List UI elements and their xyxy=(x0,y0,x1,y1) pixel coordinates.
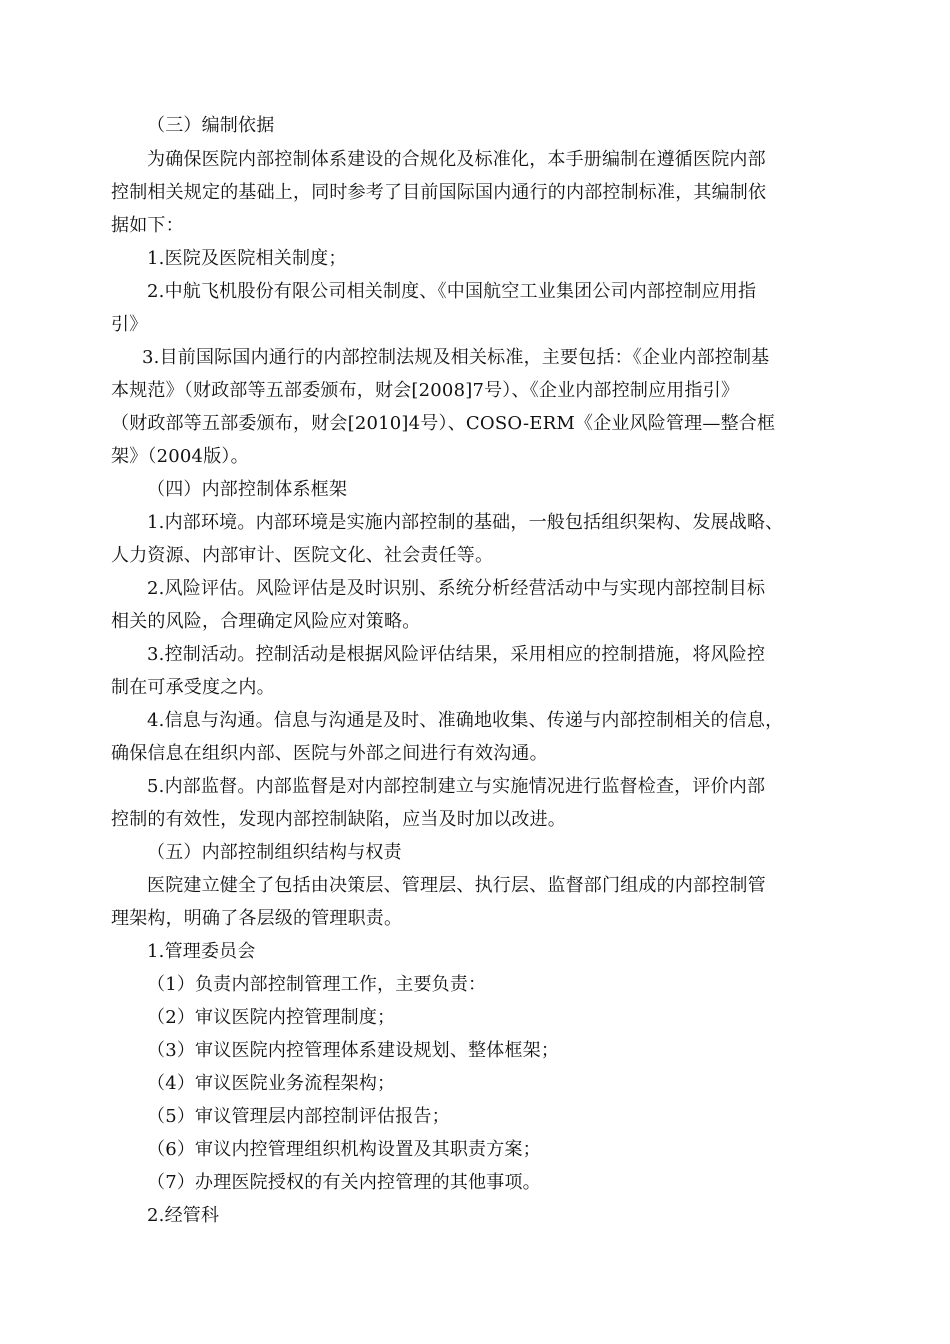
list-item-continuation: 引》 xyxy=(111,314,148,335)
section-heading-4: （四）内部控制体系框架 xyxy=(147,479,348,500)
section-heading-5: （五）内部控制组织结构与权责 xyxy=(147,842,402,863)
list-item: （5）审议管理层内部控制评估报告； xyxy=(147,1106,450,1127)
list-item-continuation: 制在可承受度之内。 xyxy=(111,677,275,698)
paragraph-line: 医院建立健全了包括由决策层、管理层、执行层、监督部门组成的内部控制管 xyxy=(147,875,766,896)
list-item: （6）审议内控管理组织机构设置及其职责方案； xyxy=(147,1139,541,1160)
list-item-continuation: 控制的有效性，发现内部控制缺陷，应当及时加以改进。 xyxy=(111,809,566,830)
list-item: 5.内部监督。内部监督是对内部控制建立与实施情况进行监督检查，评价内部 xyxy=(147,776,766,797)
section-heading-3: （三）编制依据 xyxy=(147,115,275,136)
list-item: 4.信息与沟通。信息与沟通是及时、准确地收集、传递与内部控制相关的信息， xyxy=(147,710,784,731)
list-item: （7）办理医院授权的有关内控管理的其他事项。 xyxy=(147,1172,541,1193)
paragraph-line: 理架构，明确了各层级的管理职责。 xyxy=(111,908,403,929)
paragraph-line: 为确保医院内部控制体系建设的合规化及标准化，本手册编制在遵循医院内部 xyxy=(147,149,766,170)
list-item: （4）审议医院业务流程架构； xyxy=(147,1073,396,1094)
list-item-continuation: 架》（2004版）。 xyxy=(111,446,249,467)
list-item: （1）负责内部控制管理工作，主要负责： xyxy=(147,974,487,995)
list-item-continuation: 确保信息在组织内部、医院与外部之间进行有效沟通。 xyxy=(111,743,548,764)
list-item: 2.经管科 xyxy=(147,1205,220,1226)
list-item: 3.控制活动。控制活动是根据风险评估结果，采用相应的控制措施，将风险控 xyxy=(147,644,766,665)
list-item: （2）审议医院内控管理制度； xyxy=(147,1007,396,1028)
list-item-continuation: 本规范》（财政部等五部委颁布，财会[2008]7号）、《企业内部控制应用指引》 xyxy=(111,380,740,401)
list-item-continuation: 人力资源、内部审计、医院文化、社会责任等。 xyxy=(111,545,494,566)
list-item: 2.中航飞机股份有限公司相关制度、《中国航空工业集团公司内部控制应用指 xyxy=(147,281,757,302)
paragraph-line: 据如下： xyxy=(111,215,184,236)
list-item: （3）审议医院内控管理体系建设规划、整体框架； xyxy=(147,1040,560,1061)
list-item-continuation: （财政部等五部委颁布，财会[2010]4号）、COSO-ERM《企业风险管理—整合框 xyxy=(111,413,776,434)
list-item: 1.医院及医院相关制度； xyxy=(147,248,347,269)
list-item: 1.管理委员会 xyxy=(147,941,256,962)
list-item: 2.风险评估。风险评估是及时识别、系统分析经营活动中与实现内部控制目标 xyxy=(147,578,766,599)
list-item: 3.目前国际国内通行的内部控制法规及相关标准，主要包括：《企业内部控制基 xyxy=(142,347,770,368)
list-item: 1.内部环境。内部环境是实施内部控制的基础，一般包括组织架构、发展战略、 xyxy=(147,512,784,533)
list-item-continuation: 相关的风险，合理确定风险应对策略。 xyxy=(111,611,421,632)
paragraph-line: 控制相关规定的基础上，同时参考了目前国际国内通行的内部控制标准，其编制依 xyxy=(111,182,767,203)
